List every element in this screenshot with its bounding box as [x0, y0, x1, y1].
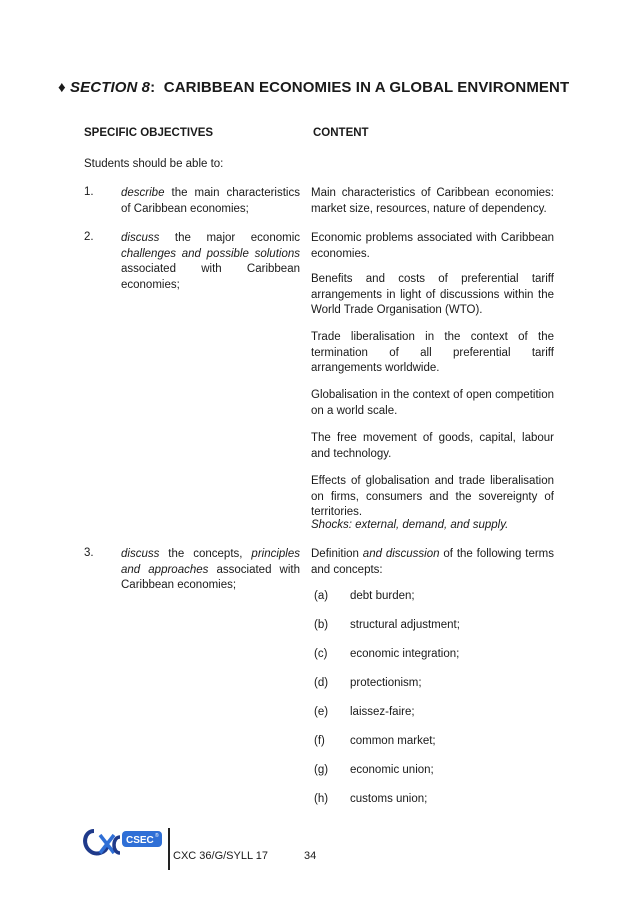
- section-number: SECTION 8: [70, 79, 151, 96]
- content-paragraph: Globalisation in the context of open competition on a world scale.: [311, 389, 554, 417]
- diamond-bullet-icon: ♦: [58, 79, 66, 96]
- column-header-objectives: SPECIFIC OBJECTIVES: [84, 127, 214, 139]
- section-title: CARIBBEAN ECONOMIES IN A GLOBAL ENVIRONMENT: [163, 79, 570, 96]
- content-paragraph-shocks: Shocks: external, demand, and supply.: [311, 519, 509, 531]
- content-paragraph: The free movement of goods, capital, labour and technology.: [311, 432, 554, 460]
- objective-3: [121, 547, 300, 594]
- column-header-content: CONTENT: [313, 127, 369, 139]
- term-text: common market;: [350, 735, 436, 747]
- content-paragraph: [311, 547, 554, 578]
- heading-colon: :: [150, 79, 156, 96]
- objective-italic-text: challenges and possible solutions: [121, 247, 300, 260]
- content-text: of the following terms and concepts:: [311, 548, 555, 576]
- objective-1: [121, 186, 300, 217]
- objective-number: 3.: [84, 547, 94, 559]
- term-letter: (h): [314, 793, 329, 805]
- term-text: economic union;: [350, 764, 434, 776]
- objective-text: the major economic: [159, 232, 300, 244]
- term-text: structural adjustment;: [350, 619, 460, 631]
- objective-text: associated with Caribbean economies;: [121, 563, 301, 591]
- objective-2: [121, 231, 300, 293]
- term-text: laissez-faire;: [350, 706, 415, 718]
- term-letter: (f): [314, 735, 325, 747]
- term-text: economic integration;: [350, 648, 460, 660]
- section-heading: [58, 79, 569, 96]
- objective-text: the concepts,: [159, 548, 252, 560]
- objective-text: the main characteristics of Caribbean economies;: [121, 187, 300, 215]
- objective-verb: discuss: [121, 548, 160, 560]
- content-paragraph: Benefits and costs of preferential tariff arrangements in light of discussions within the World Trade Organisation (WTO).: [311, 273, 554, 316]
- term-letter: (a): [314, 590, 329, 602]
- content-paragraph: Main characteristics of Caribbean economies: market size, resources, nature of dependency.: [311, 187, 554, 215]
- content-paragraph: Effects of globalisation and trade liberalisation on firms, consumers and the sovereignty of territories.: [311, 475, 554, 518]
- term-text: customs union;: [350, 793, 428, 805]
- syllabus-code: CXC 36/G/SYLL 17: [173, 850, 268, 862]
- objective-text: associated with Caribbean economies;: [121, 263, 300, 291]
- objective-number: 1.: [84, 186, 94, 198]
- objective-italic-text: principles and approaches: [121, 548, 300, 576]
- term-letter: (g): [314, 764, 329, 776]
- content-paragraph: Economic problems associated with Caribbean economies.: [311, 232, 554, 260]
- cxc-logo-icon: [80, 825, 164, 859]
- intro-text: Students should be able to:: [84, 158, 224, 170]
- term-letter: (c): [314, 648, 328, 660]
- term-text: debt burden;: [350, 590, 415, 602]
- footer-divider: [168, 828, 170, 870]
- term-text: protectionism;: [350, 677, 422, 689]
- content-italic-text: and discussion: [362, 548, 440, 560]
- objective-number: 2.: [84, 231, 94, 243]
- objective-verb: discuss: [121, 232, 160, 244]
- objective-verb: describe: [121, 187, 165, 199]
- content-text: Definition: [311, 548, 363, 560]
- content-paragraph: Trade liberalisation in the context of the termination of all preferential tariff arrangements worldwide.: [311, 331, 554, 374]
- term-letter: (b): [314, 619, 329, 631]
- logo-text: CSEC: [126, 835, 154, 846]
- page-number: 34: [304, 850, 317, 862]
- term-letter: (d): [314, 677, 329, 689]
- term-letter: (e): [314, 706, 329, 718]
- logo-registered: ®: [155, 833, 159, 839]
